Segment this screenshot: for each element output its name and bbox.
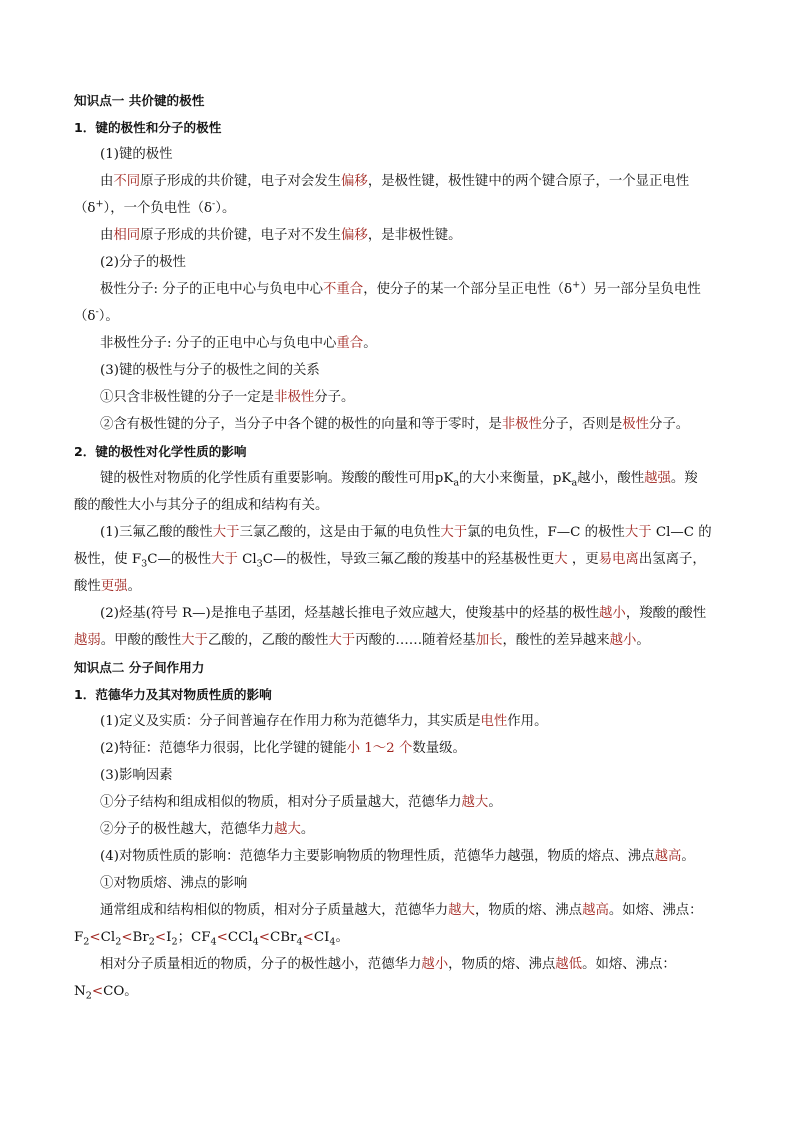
text-run: 酸性: [74, 579, 101, 594]
text-run: 三氯乙酸的，这是由于氟的电负性: [239, 525, 441, 540]
paragraph-line: [74, 929, 730, 947]
text-run: I: [166, 930, 172, 945]
paragraph-line: [74, 146, 730, 164]
text-run: 知识点一 共价键的极性: [74, 93, 205, 108]
text-run: 4: [210, 936, 217, 948]
highlighted-term: 越小: [599, 606, 626, 621]
text-run: (1)三氟乙酸的酸性: [100, 525, 213, 540]
highlighted-term: 大: [554, 552, 568, 567]
paragraph-line: [74, 767, 730, 785]
text-run: Br: [132, 930, 149, 945]
text-run: ，羧酸的酸性: [625, 606, 707, 621]
paragraph-line: [74, 740, 730, 758]
text-run: Cl: [100, 930, 116, 945]
text-run: 由: [100, 228, 114, 243]
text-run: Cl—C 的: [651, 525, 712, 540]
paragraph-line: [74, 524, 730, 542]
text-run: 4: [252, 936, 259, 948]
highlighted-term: 不同: [113, 174, 141, 189]
paragraph-line: [74, 389, 730, 407]
text-run: +: [95, 198, 104, 210]
text-run: 键的极性对物质的化学性质有重要影响。羧酸的酸性可用p: [100, 471, 444, 486]
paragraph-line: [74, 335, 730, 353]
text-run: ①只含非极性键的分子一定是: [100, 390, 275, 405]
highlighted-term: <: [302, 930, 314, 945]
text-run: (3)影响因素: [100, 768, 173, 783]
text-run: ）另一部分呈负电性: [580, 282, 701, 297]
text-run: a: [453, 477, 460, 489]
text-run: 作用。: [507, 714, 548, 729]
section-heading: [74, 443, 730, 461]
text-run: 。: [636, 633, 650, 648]
text-run: 。羧: [670, 471, 698, 486]
highlighted-term: <: [258, 930, 271, 945]
highlighted-term: 加长: [475, 633, 503, 648]
text-run: 2: [115, 936, 122, 948]
text-run: ，酸性的差异越来: [502, 633, 610, 648]
highlighted-term: 越弱: [74, 633, 101, 648]
text-run: (3)键的极性与分子的极性之间的关系: [100, 363, 320, 378]
text-run: （δ: [74, 309, 96, 324]
text-run: 通常组成和结构相似的物质，相对分子质量越大，范德华力: [100, 903, 449, 918]
text-run: ）。: [98, 309, 119, 324]
text-run: ；CF: [177, 930, 211, 945]
highlighted-term: 越小: [421, 957, 449, 972]
text-run: -: [95, 306, 99, 318]
text-run: ，是极性键，极性键中的两个键合原子，一个显正电性: [367, 174, 690, 189]
text-run: F: [74, 930, 84, 945]
text-run: 。: [488, 795, 502, 810]
highlighted-term: <: [154, 930, 167, 945]
highlighted-term: 大于: [211, 552, 238, 567]
text-run: ，更: [567, 552, 599, 567]
section-heading: [74, 92, 730, 110]
text-run: 出氢离子，: [638, 552, 706, 567]
text-run: 。: [127, 579, 141, 594]
paragraph-line: [74, 308, 730, 326]
text-run: Cl: [237, 552, 257, 567]
text-run: ②分子的极性越大，范德华力: [100, 822, 275, 837]
text-run: +: [572, 279, 581, 291]
text-run: 。如熔、沸点：: [582, 957, 676, 972]
highlighted-term: 重合: [336, 336, 364, 351]
paragraph-line: [74, 875, 730, 893]
highlighted-term: 易电离: [598, 552, 639, 567]
text-run: K: [443, 471, 454, 486]
text-run: K: [561, 471, 572, 486]
highlighted-term: 极性: [622, 417, 650, 432]
paragraph-line: [74, 821, 730, 839]
paragraph-line: [74, 200, 730, 218]
text-run: 3: [256, 558, 263, 570]
text-run: CI: [313, 930, 330, 945]
text-run: ，物质的熔、沸点: [474, 903, 583, 918]
text-run: 非极性分子: 分子的正电中心与负电中心: [100, 336, 337, 351]
text-run: ②含有极性键的分子，当分子中各个键的极性的向量和等于零时，是: [100, 417, 502, 432]
text-run: 2．键的极性对化学性质的影响: [74, 444, 247, 459]
text-run: ，是非极性键。: [367, 228, 462, 243]
highlighted-term: 小 1～2 个: [346, 741, 413, 756]
text-run: (4)对物质性质的影响：范德华力主要影响物质的物理性质，范德华力越强，物质的熔点、沸点: [100, 849, 655, 864]
paragraph-line: [74, 956, 730, 974]
text-run: 。: [681, 849, 695, 864]
highlighted-term: 越大: [274, 822, 301, 837]
highlighted-term: 越高: [654, 849, 682, 864]
paragraph-line: [74, 713, 730, 731]
highlighted-term: <: [216, 930, 228, 945]
text-run: 氯的电负性，F—C 的极性: [467, 525, 625, 540]
text-run: 分子。: [314, 390, 355, 405]
text-run: 由: [100, 174, 114, 189]
text-run: 2: [148, 936, 155, 948]
text-run: 。如熔、沸点：: [608, 903, 703, 918]
highlighted-term: <: [91, 984, 104, 999]
highlighted-term: 不重合: [323, 282, 364, 297]
section-heading: [74, 119, 730, 137]
text-run: 3: [141, 558, 148, 570]
paragraph-line: [74, 254, 730, 272]
highlighted-term: 大于: [624, 525, 652, 540]
paragraph-line: [74, 281, 730, 299]
paragraph-line: [74, 605, 730, 623]
text-run: 乙酸的，乙酸的酸性: [207, 633, 329, 648]
text-run: 知识点二 分子间作用力: [74, 660, 205, 675]
text-run: 。: [363, 336, 377, 351]
text-run: 。: [300, 822, 315, 837]
highlighted-term: <: [89, 930, 101, 945]
text-run: 酸的酸性大小与其分子的组成和结构有关。: [74, 498, 329, 513]
text-run: C—的极性: [147, 552, 212, 567]
highlighted-term: 更强: [100, 579, 128, 594]
text-run: 4: [329, 936, 336, 948]
text-run: 相对分子质量相近的物质，分子的极性越小，范德华力: [100, 957, 422, 972]
text-run: ①分子结构和组成相似的物质，相对分子质量越大，范德华力: [100, 795, 462, 810]
text-run: (1)定义及实质：分子间普遍存在作用力称为范德华力，其实质是: [100, 714, 481, 729]
paragraph-line: [74, 848, 730, 866]
highlighted-term: 越大: [461, 795, 489, 810]
text-run: C—的极性，导致三氟乙酸的羧基中的羟基极性更: [262, 552, 555, 567]
paragraph-line: [74, 362, 730, 380]
text-run: 4: [296, 936, 303, 948]
paragraph-line: [74, 470, 730, 488]
section-heading: [74, 659, 730, 677]
paragraph-line: [74, 497, 730, 515]
text-run: 原子形成的共价键，电子对不发生: [140, 228, 342, 243]
paragraph-line: [74, 578, 730, 596]
text-run: 极性分子: 分子的正电中心与负电中心: [100, 282, 324, 297]
text-run: 的大小来衡量，p: [459, 471, 562, 486]
text-run: 分子。: [649, 417, 690, 432]
text-run: 。: [335, 930, 349, 945]
text-run: 1．范德华力及其对物质性质的影响: [74, 687, 272, 702]
highlighted-term: 大于: [181, 633, 208, 648]
text-run: ，物质的熔、沸点: [448, 957, 556, 972]
text-run: 丙酸的……随着烃基: [355, 633, 476, 648]
text-run: (2)特征：范德华力很弱，比化学键的键能: [100, 741, 347, 756]
highlighted-term: 偏移: [341, 228, 368, 243]
text-run: (2)分子的极性: [100, 255, 186, 270]
highlighted-term: 越小: [609, 633, 637, 648]
text-run: CCl: [227, 930, 253, 945]
document-page: [74, 92, 730, 1010]
highlighted-term: 非极性: [274, 390, 315, 405]
text-run: ①对物质熔、沸点的影响: [100, 876, 248, 891]
text-run: (1)键的极性: [100, 147, 173, 162]
highlighted-term: <: [121, 930, 133, 945]
section-heading: [74, 686, 730, 704]
text-run: CO。: [103, 984, 138, 999]
text-run: CBr: [270, 930, 297, 945]
highlighted-term: 偏移: [341, 174, 368, 189]
text-run: 极性，使 F: [74, 552, 142, 567]
text-run: （δ: [74, 201, 96, 216]
text-run: (2)烃基(符号 R—)是推电子基团，烃基越长推电子效应越大，使羧基中的烃基的极性: [100, 606, 600, 621]
paragraph-line: [74, 227, 730, 245]
paragraph-line: [74, 902, 730, 920]
text-run: 2: [83, 936, 90, 948]
text-run: 分子，否则是: [541, 417, 623, 432]
highlighted-term: 越大: [448, 903, 475, 918]
paragraph-line: [74, 416, 730, 434]
highlighted-term: 越高: [582, 903, 609, 918]
highlighted-term: 越强: [644, 471, 671, 486]
text-run: 。甲酸的酸性: [100, 633, 182, 648]
paragraph-line: [74, 983, 730, 1001]
highlighted-term: 大于: [440, 525, 468, 540]
text-run: 原子形成的共价键，电子对会发生: [140, 174, 342, 189]
text-run: 2: [171, 936, 178, 948]
text-run: -: [212, 198, 216, 210]
text-run: 数量级。: [412, 741, 466, 756]
highlighted-term: 大于: [328, 633, 356, 648]
paragraph-line: [74, 173, 730, 191]
text-run: 越小，酸性: [577, 471, 645, 486]
paragraph-line: [74, 632, 730, 650]
highlighted-term: 大于: [212, 525, 240, 540]
paragraph-line: [74, 551, 730, 569]
text-run: a: [571, 477, 578, 489]
text-run: ，使分子的某一个部分呈正电性（δ: [363, 282, 573, 297]
text-run: 2: [85, 990, 92, 1002]
highlighted-term: 非极性: [501, 417, 542, 432]
text-run: N: [74, 984, 86, 999]
text-run: 1．键的极性和分子的极性: [74, 120, 222, 135]
text-run: ）。: [215, 201, 236, 216]
highlighted-term: 相同: [113, 228, 141, 243]
highlighted-term: 越低: [555, 957, 583, 972]
text-run: ），一个负电性（δ: [103, 201, 213, 216]
paragraph-line: [74, 794, 730, 812]
highlighted-term: 电性: [480, 714, 508, 729]
